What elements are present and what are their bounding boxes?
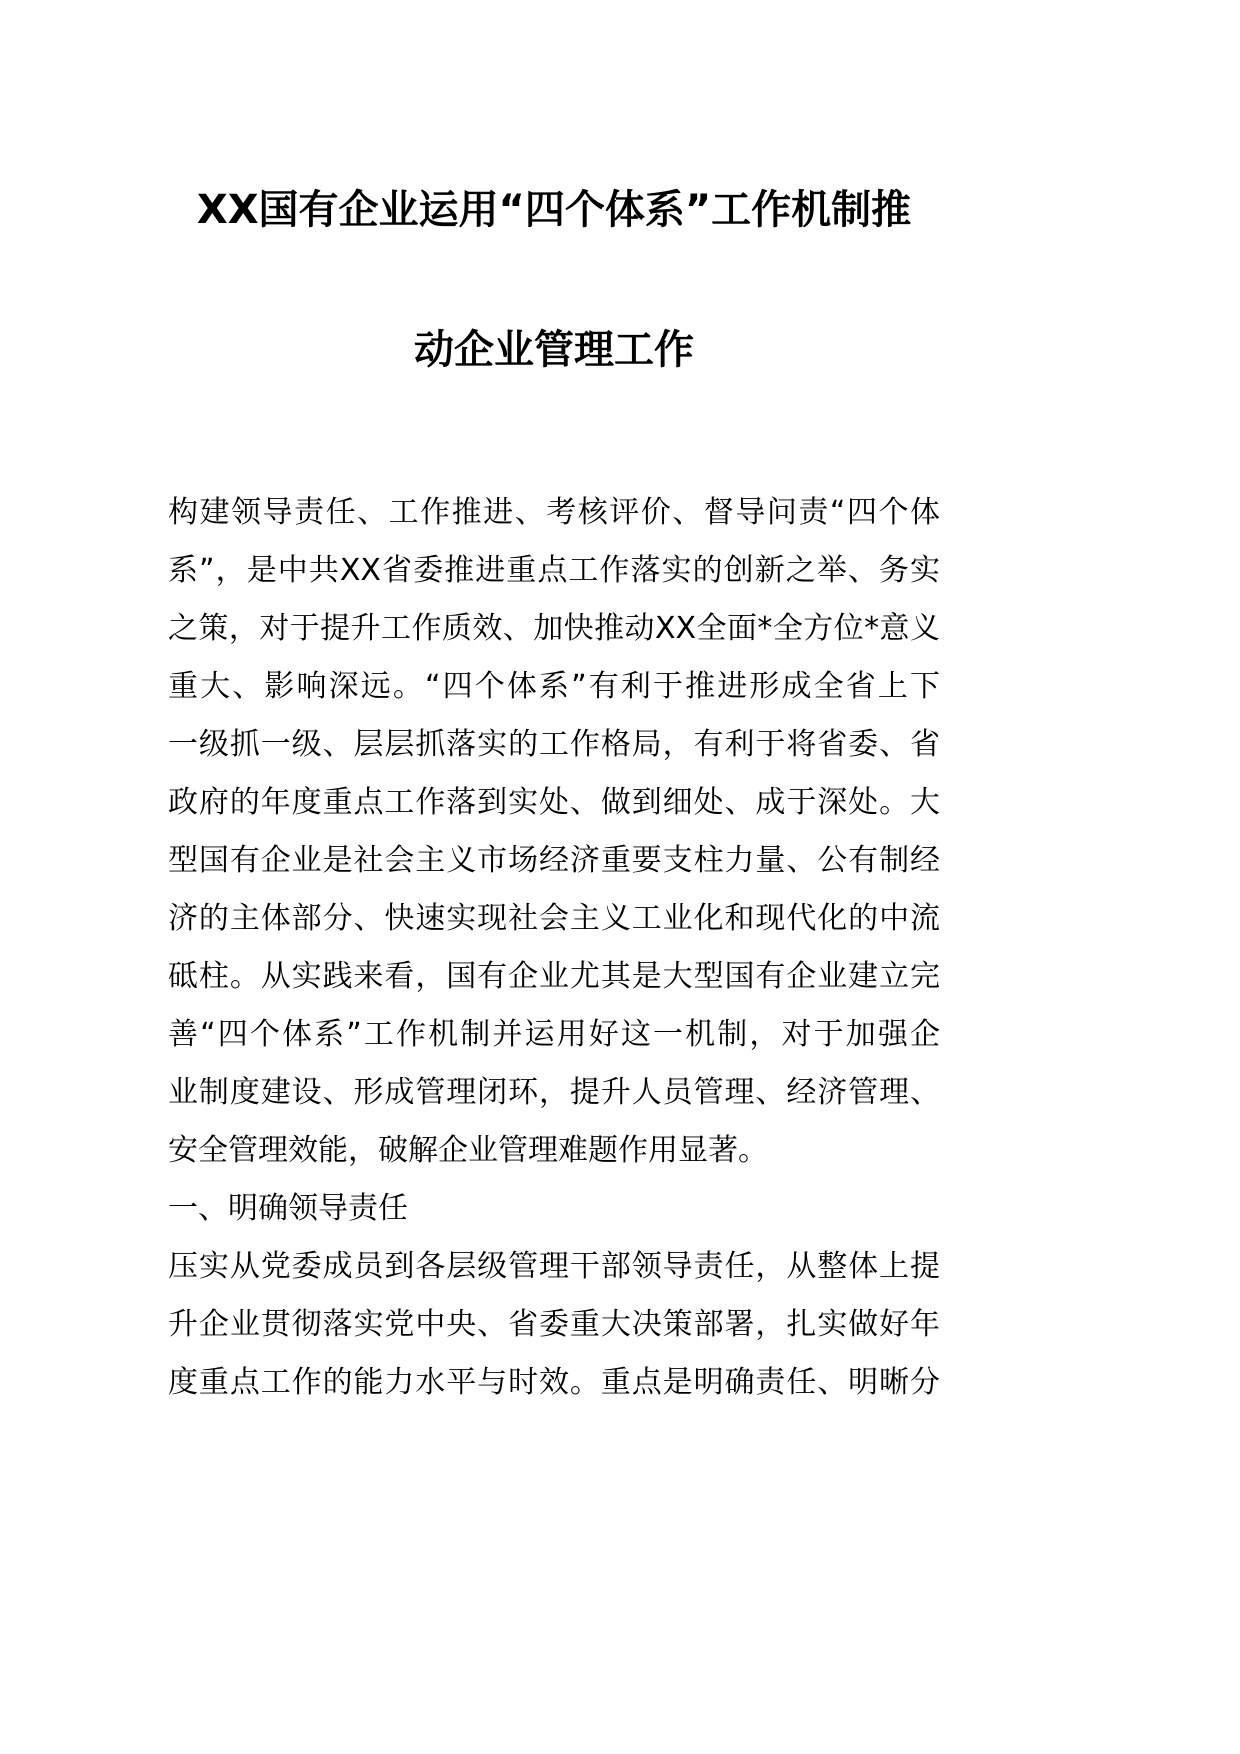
paragraph-line: 压实从党委成员到各层级管理干部领导责任，从整体上提 (168, 1249, 940, 1284)
paragraph-line: 安全管理效能，破解企业管理难题作用显著。 (168, 1133, 768, 1168)
paragraph-line: 重大、影响深远。“四个体系”有利于推进形成全省上下 (168, 669, 940, 704)
document-title-line-2: 动企业管理工作 (414, 327, 694, 373)
paragraph-line: 业制度建设、形成管理闭环，提升人员管理、经济管理、 (168, 1075, 940, 1110)
paragraph-line: 度重点工作的能力水平与时效。重点是明确责任、明晰分 (168, 1365, 940, 1400)
paragraph-line: 一级抓一级、层层抓落实的工作格局，有利于将省委、省 (168, 727, 940, 762)
paragraph-line: 砥柱。从实践来看，国有企业尤其是大型国有企业建立完 (168, 959, 940, 994)
paragraph-line: 型国有企业是社会主义市场经济重要支柱力量、公有制经 (168, 843, 940, 878)
paragraph-line: 升企业贯彻落实党中央、省委重大决策部署，扎实做好年 (168, 1307, 940, 1342)
paragraph-line: 构建领导责任、工作推进、考核评价、督导问责“四个体 (168, 495, 940, 530)
paragraph-line: 之策，对于提升工作质效、加快推动XX全面*全方位*意义 (168, 611, 940, 646)
paragraph-line: 善“四个体系”工作机制并运用好这一机制，对于加强企 (168, 1017, 940, 1052)
paragraph-line: 系”，是中共XX省委推进重点工作落实的创新之举、务实 (168, 553, 940, 588)
paragraph-line: 政府的年度重点工作落到实处、做到细处、成于深处。大 (168, 785, 940, 820)
document-title-line-1: XX国有企业运用“四个体系”工作机制推 (196, 187, 912, 233)
paragraph-line: 济的主体部分、快速实现社会主义工业化和现代化的中流 (168, 901, 940, 936)
section-heading: 一、明确领导责任 (168, 1191, 408, 1226)
